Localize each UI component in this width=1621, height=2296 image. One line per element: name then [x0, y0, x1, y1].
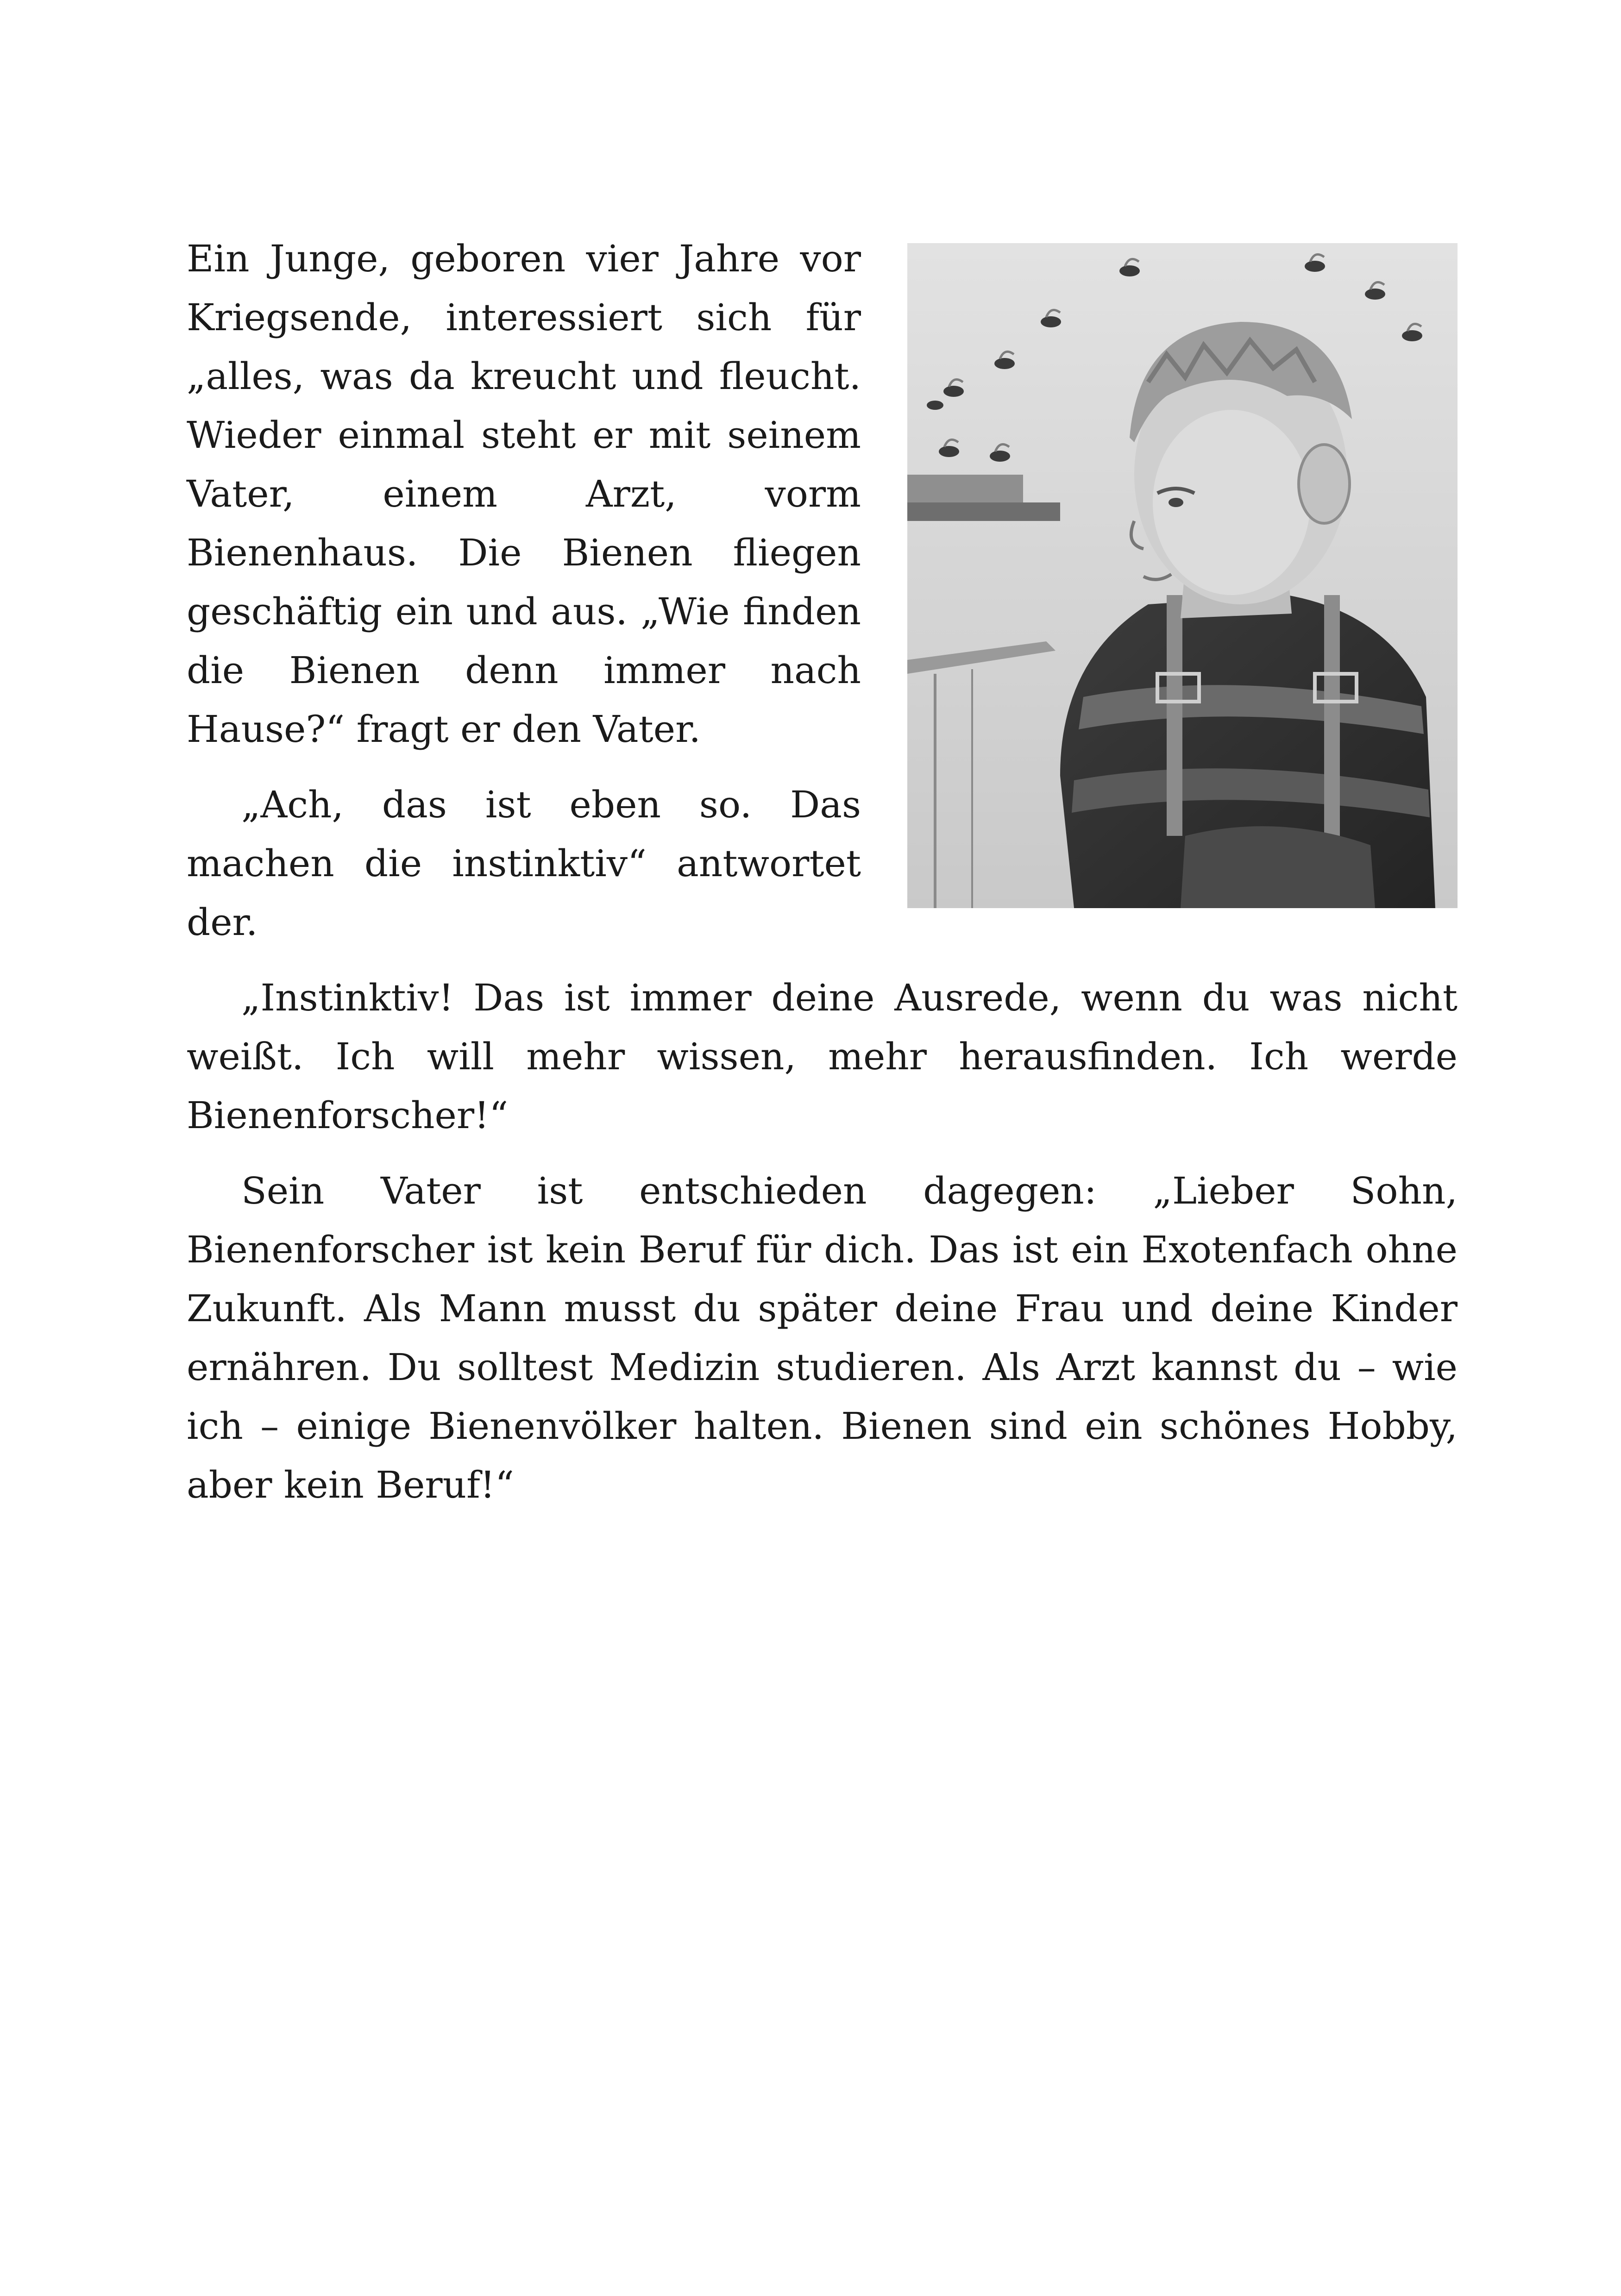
story-text: [187, 229, 1458, 1514]
boy-with-bees-illustration: [907, 243, 1458, 908]
paragraph-2: „Ach, das ist eben so. Das machen die instinktiv“ antwortet der.: [187, 783, 861, 944]
paragraph-1: Ein Junge, geboren vier Jahre vor Kriegsende, interessiert sich für „alles, was da kreucht und fleucht. Wieder einmal steht er mit seinem Vater, einem Arzt, vorm Bienenhaus. Die Bienen fliegen geschäftig ein und aus. „Wie finden die Bienen denn immer nach Hause?“ fragt er den Vater.: [187, 237, 861, 751]
paragraph-3: „Instinktiv! Das ist immer deine Ausrede, wenn du was nicht weißt. Ich will mehr wissen, mehr herausfinden. Ich werde Bienenforscher!“: [187, 976, 1458, 1137]
paragraph-4: Sein Vater ist entschieden dagegen: „Lieber Sohn, Bienenforscher ist kein Beruf für dich. Das ist ein Exotenfach ohne Zukunft. Als Mann musst du später deine Frau und deine Kinder ernähren. Du solltest Medizin studieren. Als Arzt kannst du – wie ich – einige Bienenvölker halten. Bienen sind ein schönes Hobby, aber kein Beruf!“: [187, 1169, 1458, 1506]
